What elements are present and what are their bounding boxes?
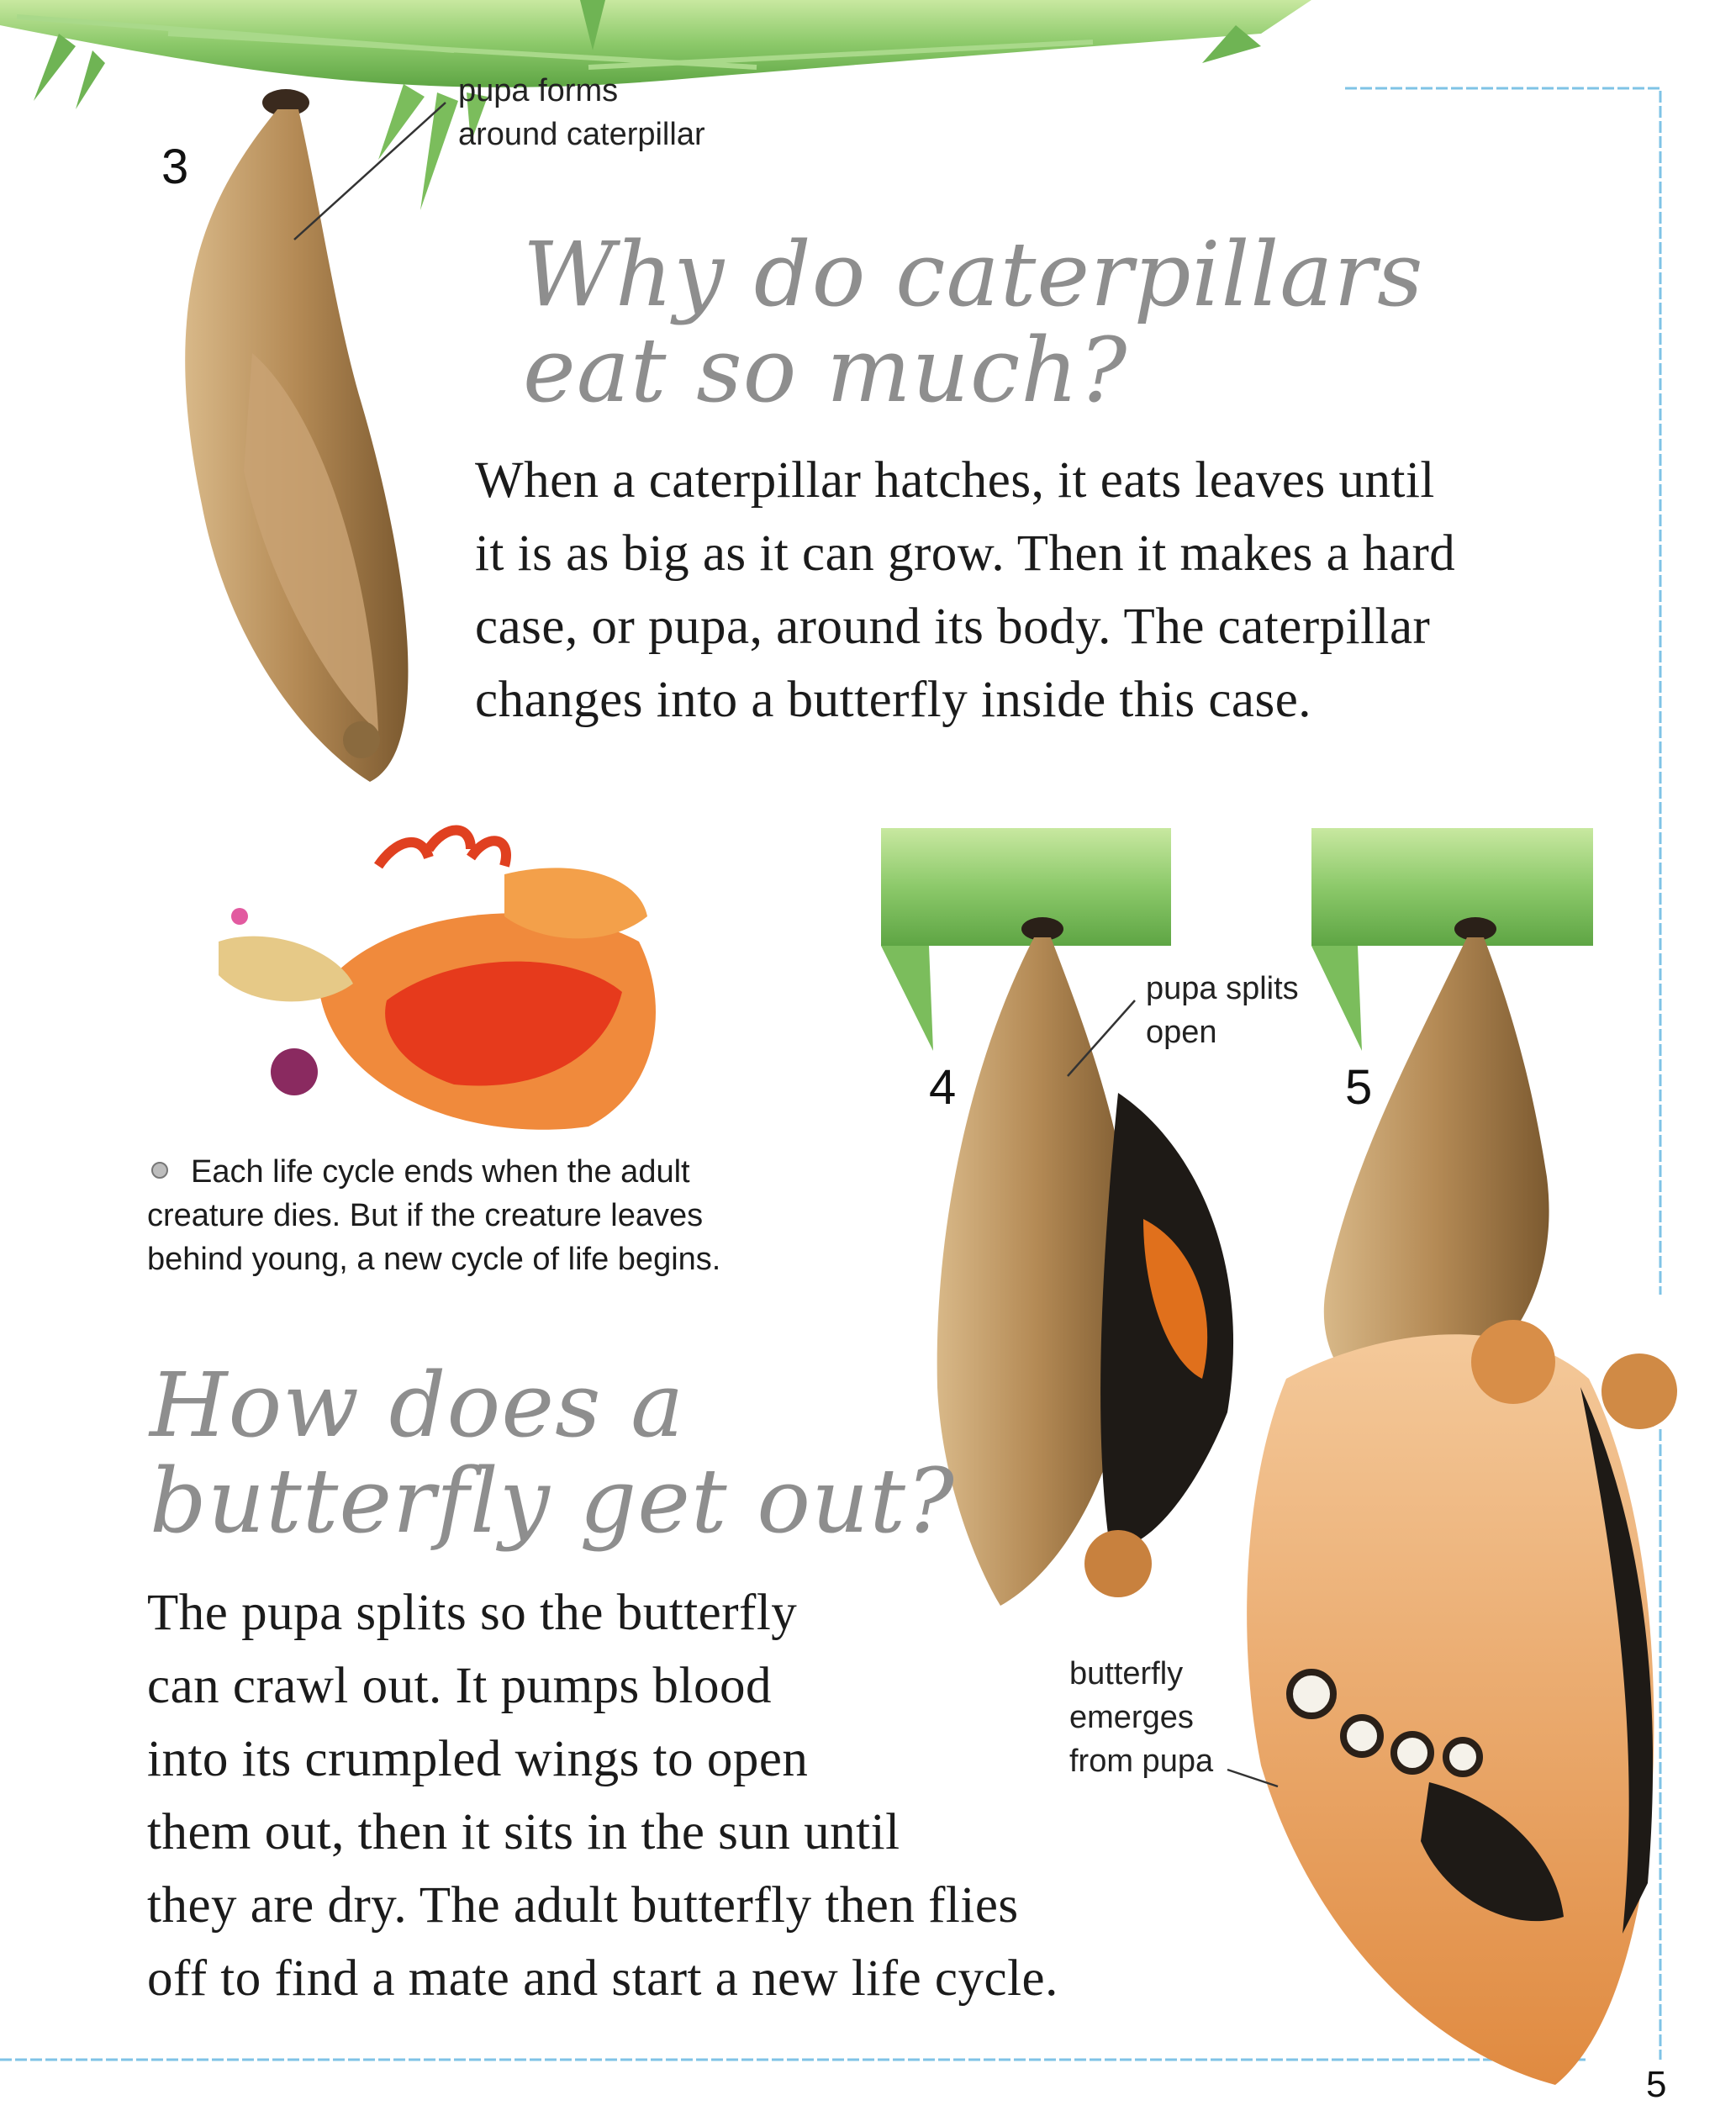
paragraph-why <box>475 444 1455 736</box>
paragraph-how-line-1: The pupa splits so the butterfly <box>147 1585 798 1641</box>
label-pupa-forms-line-1: pupa forms <box>458 73 619 108</box>
heading-why-line-2: eat so much? <box>523 319 1128 422</box>
heading-why-line-1: Why do caterpillars <box>523 223 1424 326</box>
label-pupa-splits <box>1146 967 1299 1054</box>
stage-number-4: 4 <box>929 1060 957 1115</box>
label-pupa-forms <box>458 69 705 156</box>
heading-why <box>523 223 1424 422</box>
paragraph-how-line-2: can crawl out. It pumps blood <box>147 1658 772 1714</box>
heading-how <box>150 1354 955 1553</box>
label-butterfly-emerges-line-1: butterfly <box>1069 1656 1184 1691</box>
paragraph-why-line-4: changes into a butterfly inside this case. <box>475 672 1312 728</box>
stage-number-5: 5 <box>1345 1060 1373 1115</box>
label-pupa-splits-line-1: pupa splits <box>1146 971 1299 1006</box>
caption-line-3: behind young, a new cycle of life begins. <box>147 1242 721 1277</box>
caption-line-2: creature dies. But if the creature leaves <box>147 1198 704 1233</box>
heading-how-line-2: butterfly get out? <box>150 1449 955 1553</box>
paragraph-how-line-4: them out, then it sits in the sun until <box>147 1804 900 1860</box>
caption-line-1: Each life cycle ends when the adult <box>191 1154 690 1190</box>
cartoon-butterfly <box>219 831 656 1130</box>
label-butterfly-emerges <box>1069 1652 1213 1783</box>
label-butterfly-emerges-line-2: emerges <box>1069 1700 1194 1735</box>
label-pupa-splits-line-2: open <box>1146 1015 1217 1050</box>
paragraph-how <box>147 1576 1058 2015</box>
paragraph-how-line-5: they are dry. The adult butterfly then flies <box>147 1877 1019 1934</box>
paragraph-why-line-2: it is as big as it can grow. Then it makes a hard <box>475 525 1456 582</box>
pupa-stage-3 <box>185 89 408 782</box>
paragraph-how-line-6: off to find a mate and start a new life cycle. <box>147 1950 1058 2007</box>
paragraph-how-line-3: into its crumpled wings to open <box>147 1731 809 1787</box>
pupa-stage-5 <box>1247 937 1677 2085</box>
life-cycle-caption <box>147 1150 720 1281</box>
label-pupa-forms-line-2: around caterpillar <box>458 117 705 152</box>
paragraph-why-line-3: case, or pupa, around its body. The caterpillar <box>475 599 1431 655</box>
label-butterfly-emerges-line-3: from pupa <box>1069 1744 1214 1779</box>
stage-number-3: 3 <box>161 140 189 194</box>
heading-how-line-1: How does a <box>150 1354 685 1457</box>
paragraph-why-line-1: When a caterpillar hatches, it eats leaves until <box>475 452 1435 509</box>
page-number: 5 <box>1646 2064 1667 2105</box>
